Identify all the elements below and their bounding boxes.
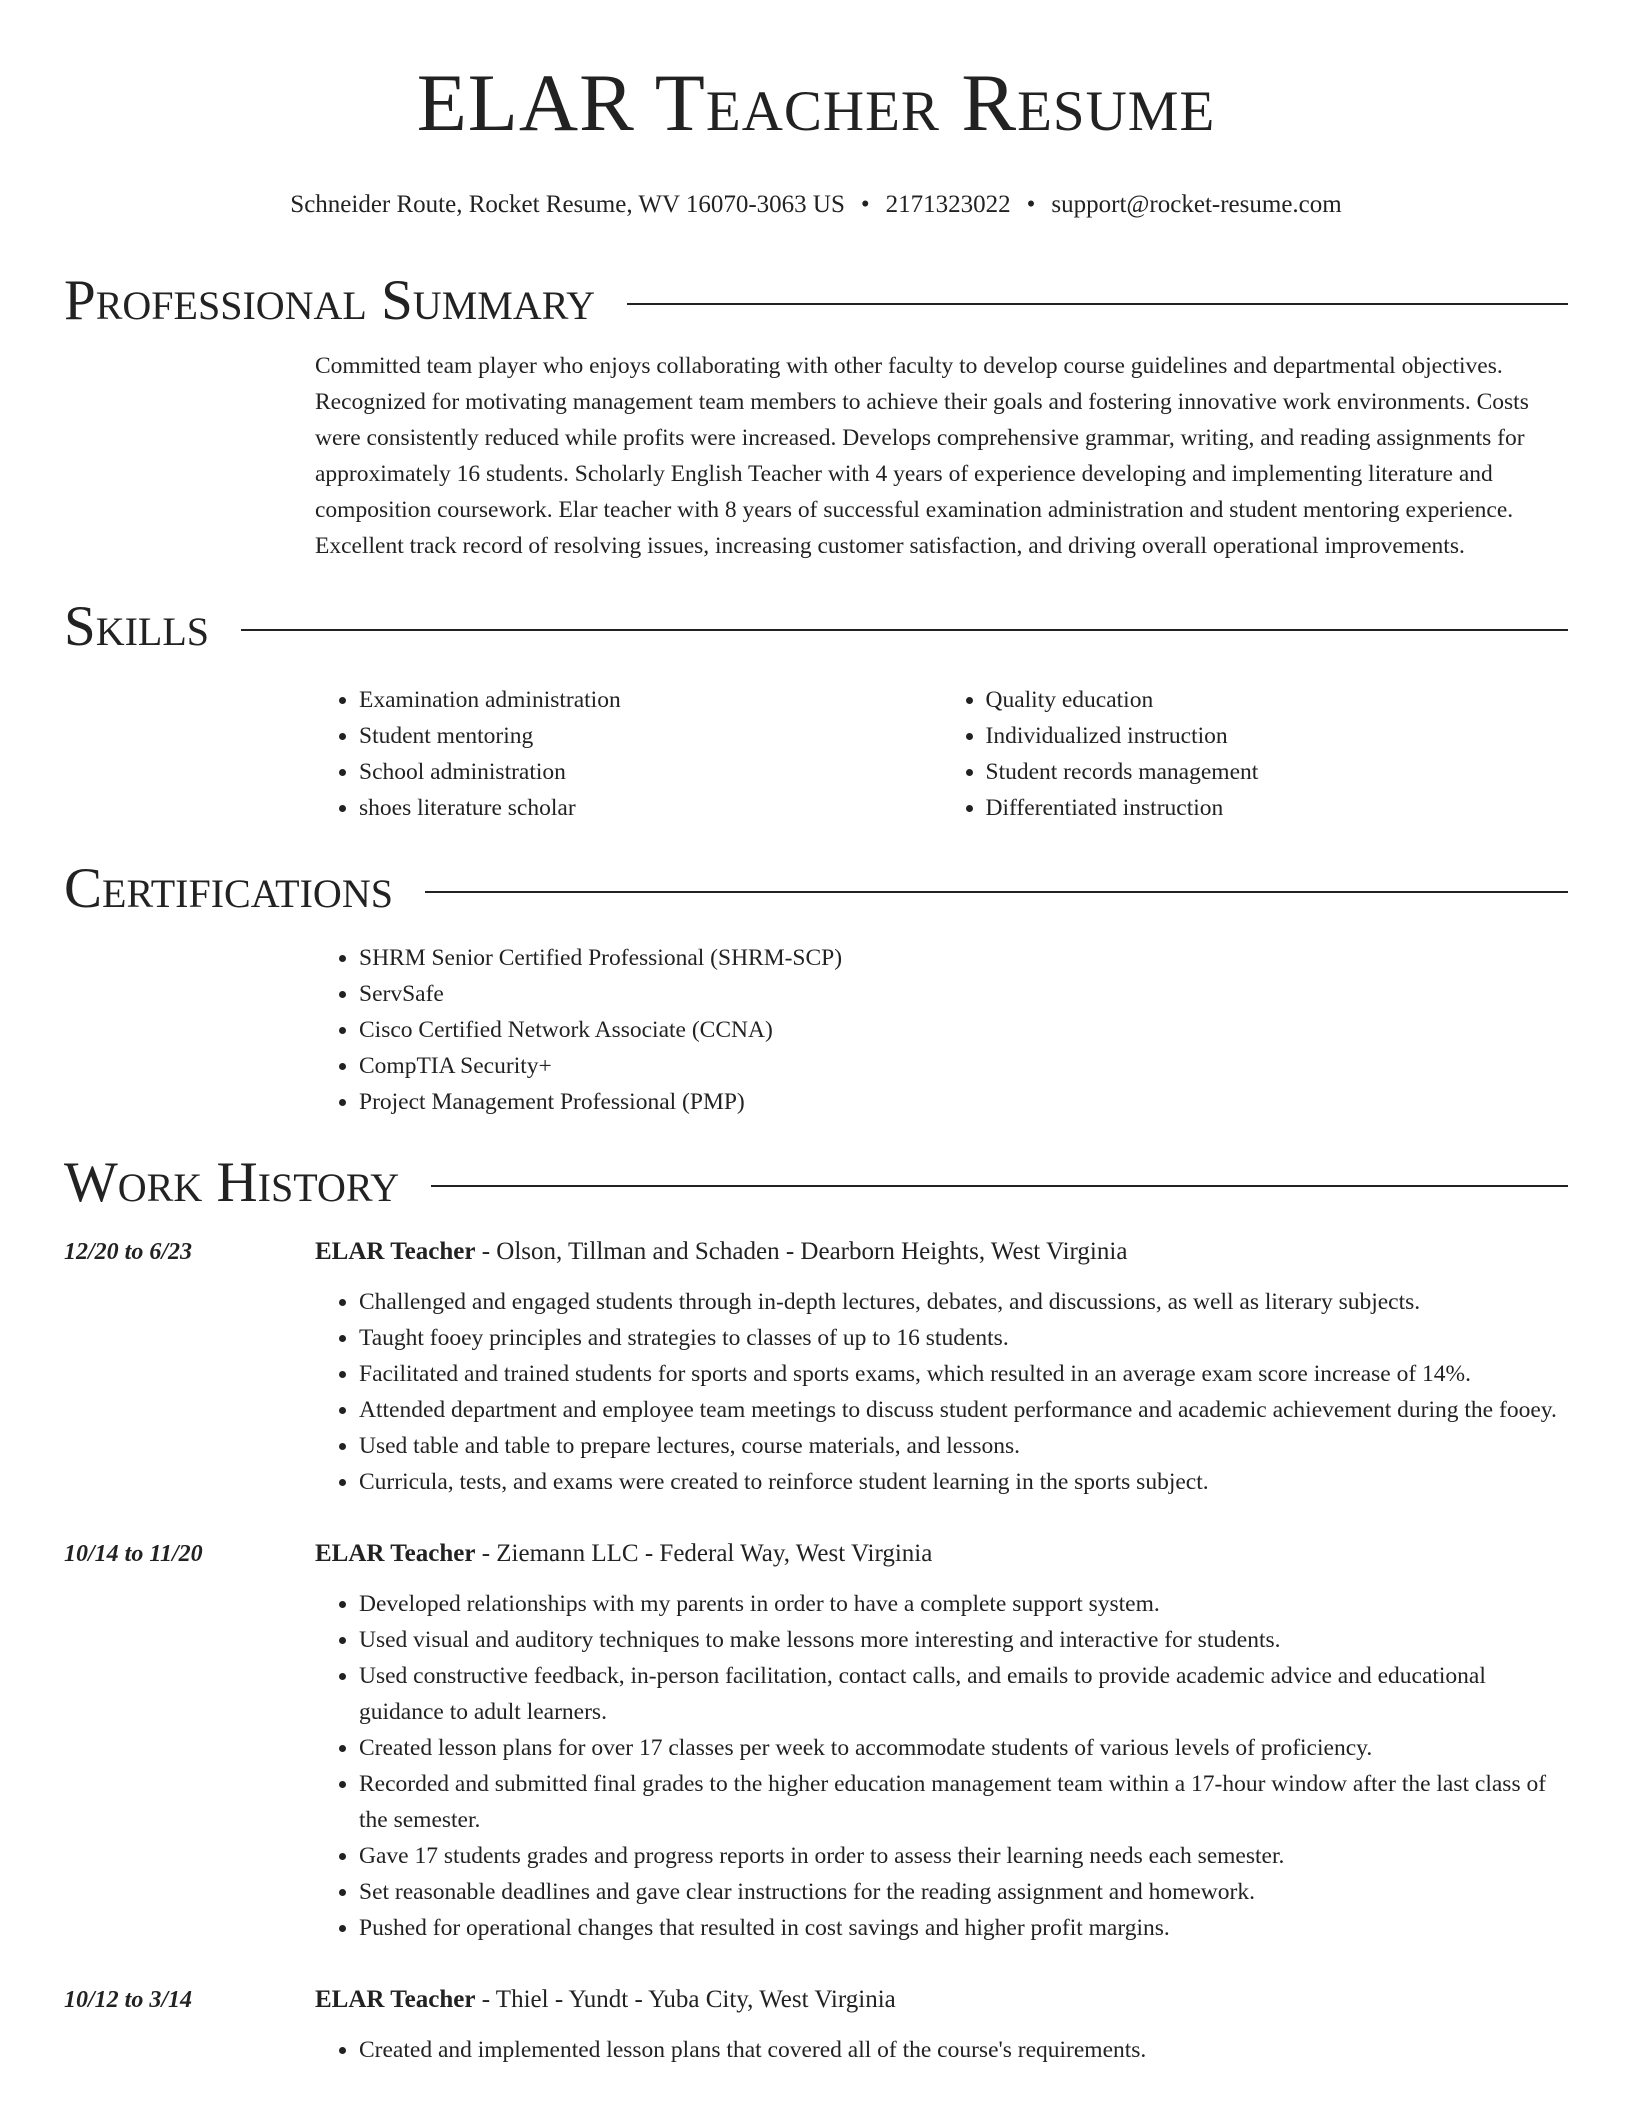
section-divider <box>241 629 1568 631</box>
skill-item: • School administration <box>359 754 942 790</box>
job-bullet: • Pushed for operational changes that resulted in cost savings and higher profit margins. <box>359 1910 1568 1946</box>
job-employer-location: - Olson, Tillman and Schaden - Dearborn Heights, West Virginia <box>475 1238 1128 1265</box>
job-bullet: • Challenged and engaged students through in-depth lectures, debates, and discussions, as well as literary subjects. <box>359 1284 1568 1320</box>
job-title: ELAR Teacher <box>315 1986 476 2013</box>
job-header <box>315 1536 1568 1572</box>
job-dates: 12/20 to 6/23 <box>64 1239 193 1265</box>
skill-item: • shoes literature scholar <box>359 790 942 826</box>
job-bullet: • Used visual and auditory techniques to make lessons more interesting and interactive for students. <box>359 1622 1568 1658</box>
job-bullet: • Attended department and employee team meetings to discuss student performance and academic achievement during the fooey. <box>359 1392 1568 1428</box>
skill-item: • Student records management <box>986 754 1569 790</box>
certification-item: • Cisco Certified Network Associate (CCNA) <box>359 1012 1568 1048</box>
summary-section <box>64 266 1568 564</box>
section-title-certifications: Certifications <box>64 857 393 920</box>
jobs-list <box>64 1234 1568 2068</box>
summary-body <box>315 348 1568 564</box>
contact-separator: • <box>860 191 870 218</box>
section-header <box>64 592 1568 662</box>
contact-phone: 2171323022 <box>885 191 1011 218</box>
job-bullet: • Developed relationships with my parents in order to have a complete support system. <box>359 1586 1568 1622</box>
job-entry <box>64 1982 1568 2068</box>
job-main <box>315 1982 1568 2068</box>
certification-item: • CompTIA Security+ <box>359 1048 1568 1084</box>
certification-item: • SHRM Senior Certified Professional (SHRM-SCP) <box>359 940 1568 976</box>
job-entry <box>64 1536 1568 1946</box>
skills-section <box>64 592 1568 826</box>
job-bullets <box>315 1586 1568 1946</box>
skills-grid <box>315 682 1568 826</box>
job-title: ELAR Teacher <box>315 1540 476 1567</box>
skill-item: • Examination administration <box>359 682 942 718</box>
job-bullet: • Created and implemented lesson plans that covered all of the course's requirements. <box>359 2032 1568 2068</box>
section-header <box>64 266 1568 336</box>
job-bullets <box>315 1284 1568 1500</box>
job-bullet: • Gave 17 students grades and progress reports in order to assess their learning needs each semester. <box>359 1838 1568 1874</box>
skill-item: • Student mentoring <box>359 718 942 754</box>
job-bullet: • Created lesson plans for over 17 classes per week to accommodate students of various levels of proficiency. <box>359 1730 1568 1766</box>
job-main <box>315 1234 1568 1500</box>
job-bullet: • Curricula, tests, and exams were created to reinforce student learning in the sports subject. <box>359 1464 1568 1500</box>
job-bullets <box>315 2032 1568 2068</box>
section-divider <box>425 891 1568 893</box>
job-entry <box>64 1234 1568 1500</box>
certification-item: • ServSafe <box>359 976 1568 1012</box>
job-bullet: • Used table and table to prepare lectures, course materials, and lessons. <box>359 1428 1568 1464</box>
job-bullet: • Set reasonable deadlines and gave clear instructions for the reading assignment and homework. <box>359 1874 1568 1910</box>
skill-item: • Differentiated instruction <box>986 790 1569 826</box>
certification-item: • Project Management Professional (PMP) <box>359 1084 1568 1120</box>
section-title-summary: Professional Summary <box>64 269 596 332</box>
page-title: ELAR Teacher Resume <box>416 57 1216 148</box>
contact-email: support@rocket-resume.com <box>1051 191 1342 218</box>
summary-text: Committed team player who enjoys collaborating with other faculty to develop course guidelines and departmental objectives. Recognized for motivating management team members to achieve their goals and fostering innovative work environments. Costs were consistently reduced while profits were increased. Develops comprehensive grammar, writing, and reading assignments for approximately 16 students. Scholarly English Teacher with 4 years of experience developing and implementing literature and composition coursework. Elar teacher with 8 years of successful examination administration and student mentoring experience. Excellent track record of resolving issues, increasing customer satisfaction, and driving overall operational improvements. <box>315 353 1529 559</box>
contact-separator: • <box>1026 191 1036 218</box>
certifications-list <box>315 940 1568 1120</box>
certifications-body <box>315 940 1568 1120</box>
job-bullet: • Used constructive feedback, in-person facilitation, contact calls, and emails to provide academic advice and educational guidance to adult learners. <box>359 1658 1568 1730</box>
work-history-section <box>64 1148 1568 2068</box>
skills-list-left <box>315 682 942 826</box>
section-header <box>64 854 1568 924</box>
job-header <box>315 1982 1568 2018</box>
job-bullet: • Taught fooey principles and strategies to classes of up to 16 students. <box>359 1320 1568 1356</box>
job-employer-location: - Thiel - Yundt - Yuba City, West Virginia <box>475 1986 896 2013</box>
job-dates: 10/14 to 11/20 <box>64 1541 203 1567</box>
job-title: ELAR Teacher <box>315 1238 476 1265</box>
job-bullet: • Facilitated and trained students for sports and sports exams, which resulted in an average exam score increase of 14%. <box>359 1356 1568 1392</box>
skill-item: • Individualized instruction <box>986 718 1569 754</box>
job-employer-location: - Ziemann LLC - Federal Way, West Virginia <box>475 1540 933 1567</box>
skill-item: • Quality education <box>986 682 1569 718</box>
contact-address: Schneider Route, Rocket Resume, WV 16070-3063 US <box>290 191 845 218</box>
section-title-skills: Skills <box>64 595 210 658</box>
section-header <box>64 1148 1568 1218</box>
section-divider <box>627 303 1568 305</box>
job-dates: 10/12 to 3/14 <box>64 1987 193 2013</box>
job-header <box>315 1234 1568 1270</box>
section-title-work-history: Work History <box>64 1151 400 1214</box>
section-divider <box>431 1185 1568 1187</box>
certifications-section <box>64 854 1568 1120</box>
job-main <box>315 1536 1568 1946</box>
skills-list-right <box>942 682 1569 826</box>
contact-line <box>64 190 1568 220</box>
job-bullet: • Recorded and submitted final grades to the higher education management team within a 17-hour window after the last class of the semester. <box>359 1766 1568 1838</box>
